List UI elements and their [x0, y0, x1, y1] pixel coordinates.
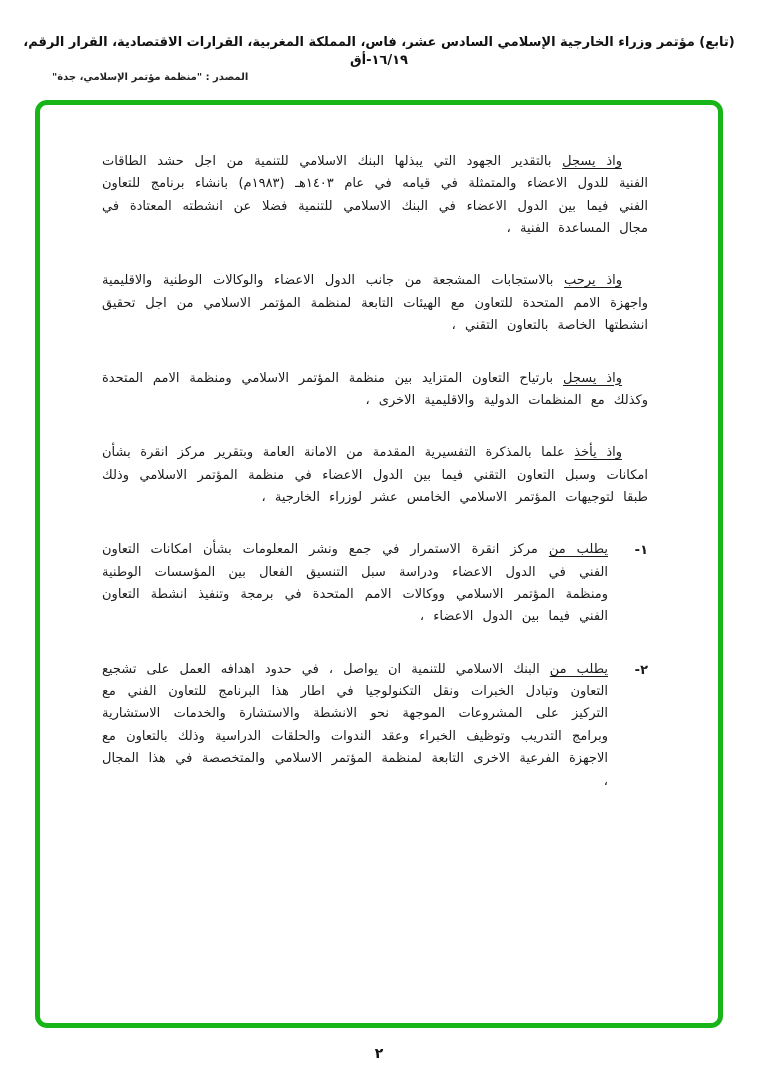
- preamble-text: بالاستجابات المشجعة من جانب الدول الاعضاء والوكالات الوطنية والاقليمية واجهزة الامم المتحدة للتعاون مع الهيئات التابعة لمنظمة المؤتمر الاسلامي من اجل تحقيق انشطتها الخاصة بالتعاون التقني ،: [102, 273, 648, 334]
- preamble-paragraph: [102, 368, 648, 413]
- preamble-paragraph: [102, 270, 648, 337]
- document-header: (تابع) مؤتمر وزراء الخارجية الإسلامي السادس عشر، فاس، المملكة المغربية، القرارات الاقتصادية، القرار الرقم، ١٦/١٩-أق: [23, 35, 735, 69]
- item-body: [102, 659, 608, 793]
- item-text: البنك الاسلامي للتنمية ان يواصل ، في حدود اهدافه العمل على تشجيع التعاون وتبادل الخبرات ونقل التكنولوجيا في اطار هذا البرنامج للتعاون الفني مع التركيز على المشروعات الموجهة نحو الانشطة والاستشارة والخدمات الاستشارية وبرامج التدريب وتوظيف الخبراء وعقد الندوات والحلقات الدراسية وذلك بالتعاون مع الاجهزة الفرعية الاخرى التابعة لمنظمة المؤتمر الاسلامي والمتخصصة في هذا المجال ،: [102, 661, 608, 789]
- item-number: ٢-: [634, 662, 648, 678]
- item-lead: يطلب من: [549, 661, 609, 677]
- preamble-lead: واذ يسجل: [563, 370, 622, 386]
- preamble-paragraph: [102, 151, 648, 240]
- document-content: [102, 151, 648, 793]
- source-citation: المصدر : "منظمة مؤتمر الإسلامي، جدة": [52, 72, 249, 83]
- preamble-lead: واذ يرحب: [564, 273, 622, 289]
- item-text: مركز انقرة الاستمرار في جمع ونشر المعلومات بشأن امكانات التعاون الفني في الدول الاعضاء ودراسة سبل التنسيق الفعال بين المؤسسات الوطنية ومنظمة المؤتمر الاسلامي ووكالات الامم المتحدة في برمجة وتنفيذ انشطة التعاون الفني فيما بين الدول الاعضاء ،: [102, 542, 608, 625]
- numbered-item: [102, 539, 648, 628]
- preamble-text: علما بالمذكرة التفسيرية المقدمة من الامانة العامة وبتقرير مركز انقرة بشأن امكانات وسبل التعاون التقني فيما بين الدول الاعضاء في منظمة المؤتمر الاسلامي وذلك طبقا لتوجيهات المؤتمر الاسلامي الخامس عشر لوزراء الخارجية ،: [102, 445, 648, 505]
- item-lead: يطلب من: [548, 542, 609, 558]
- scanned-document: [35, 100, 723, 1028]
- preamble-lead: واذ يسجل: [562, 154, 622, 169]
- item-body: [102, 539, 608, 628]
- item-number: ١-: [634, 543, 648, 559]
- page-number: ٢: [374, 1046, 384, 1062]
- preamble-lead: واذ يأخذ: [574, 445, 622, 461]
- preamble-text: بارتياح التعاون المتزايد بين منظمة المؤتمر الاسلامي ومنظمة الامم المتحدة وكذلك مع المنظمات الدولية والاقليمية الاخرى ،: [102, 370, 648, 408]
- numbered-item: [102, 659, 648, 793]
- preamble-paragraph: [102, 442, 648, 509]
- preamble-text: بالتقدير الجهود التي يبذلها البنك الاسلامي للتنمية من اجل حشد الطاقات الفنية للدول الاعضاء والمتمثلة في قيامه في عام ١٤٠٣هـ (١٩٨٣م) بانشاء برنامج للتعاون الفني فيما بين الدول الاعضاء في البنك الاسلامي للتنمية فضلا عن انشطته المعتادة في مجال المساعدة الفنية ،: [102, 154, 648, 237]
